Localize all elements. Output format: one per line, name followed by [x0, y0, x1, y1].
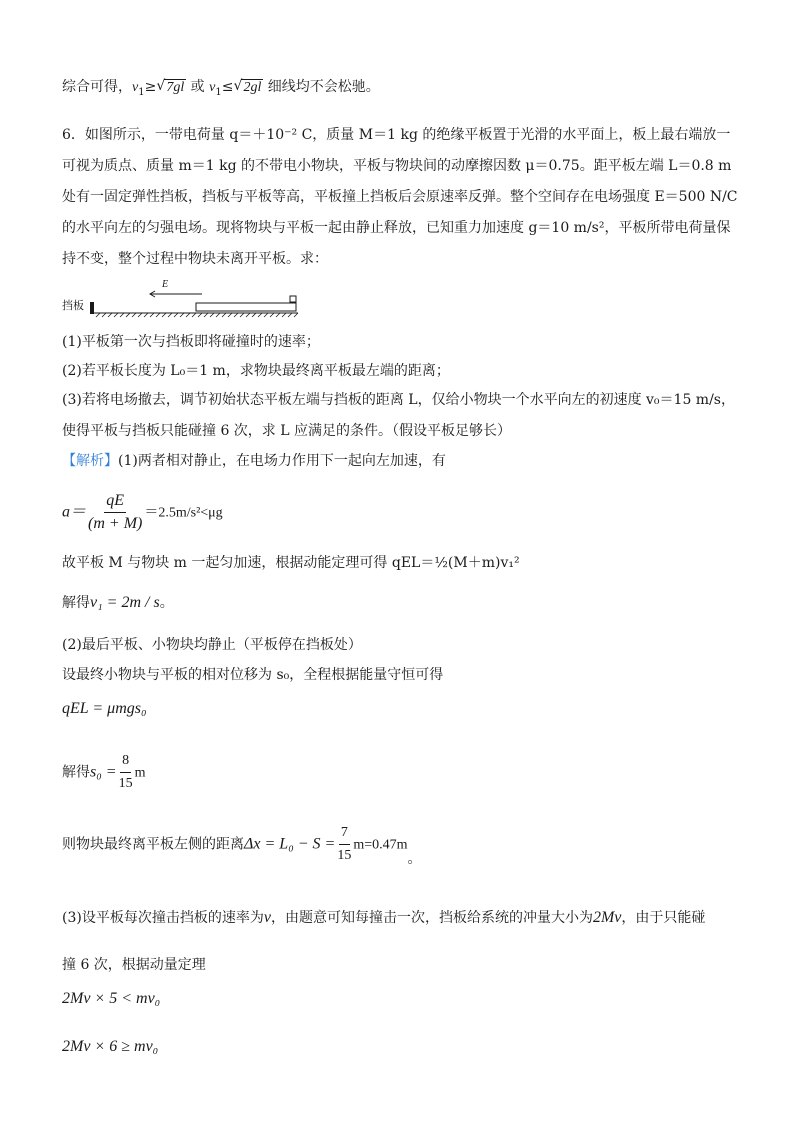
- barrier-label: 挡板: [62, 299, 84, 312]
- sqrt-2gl: √ 2gl: [233, 78, 262, 95]
- conclusion-suffix: 细线均不会松驰。: [263, 79, 380, 95]
- distance-fraction: $\frac{7}{15}$: [335, 822, 353, 867]
- problem-statement: [62, 120, 742, 275]
- sqrt-7gl: √ 7gl: [156, 78, 185, 95]
- problem-number: 6．: [62, 127, 85, 143]
- momentum-inequality-2: 2Mv × 6 ≥ mv₀: [62, 1038, 159, 1055]
- problem-text: 如图所示，一带电荷量 q＝＋10⁻² C，质量 M＝1 kg 的绝缘平板置于光滑的水平面上，板上最右端放一可视为质点、质量 m＝1 kg 的不带电小物块，平板与物块间的动摩擦因数 μ＝0.75。距平板左端 L＝0.8 m 处有一固定弹性挡板，挡板与平板等高，平板撞上挡板后会原速率反弹。整个空间存在电场强度 E＝500 N/C 的水平向左的匀强电场。现将物块与平板一起由静止释放，已知重力加速度 g＝10 m/s²，平板所带电荷量保持不变，整个过程中物块未离开平板。求：: [62, 127, 738, 267]
- analysis-step-2-title: (2)最后平板、小物块均静止（平板停在挡板处）: [62, 637, 362, 653]
- figure-svg: [62, 282, 312, 322]
- analysis-step-2-setup: 设最终小物块与平板的相对位移为 s₀，全程根据能量守恒可得: [62, 667, 444, 683]
- acceleration-formula: a＝ $\frac{qE}{(m + M)}$ ＝2.5m/s²<μg: [62, 490, 742, 535]
- question-3: (3)若将电场撤去，调节初始状态平板左端与挡板的距离 L，仅给小物块一个水平向左的初速度 v₀＝15 m/s，使得平板与挡板只能碰撞 6 次，求 L 应满足的条件。（假设平板足够长）: [62, 392, 735, 439]
- analysis-step-3-cont: 撞 6 次，根据动量定理: [62, 957, 206, 973]
- field-label: E: [162, 279, 169, 290]
- ground-hatching: [96, 313, 298, 317]
- barrier-shape: [90, 302, 94, 314]
- energy-equation: qEL = μmgs₀: [62, 700, 147, 717]
- figure: [62, 279, 312, 322]
- analysis-step-1: (1)两者相对静止，在电场力作用下一起向左加速，有: [118, 453, 446, 469]
- momentum-inequality-1: 2Mv × 5 < mv₀: [62, 990, 161, 1007]
- result-v1-line: 解得v₁ = 2m / s。: [62, 594, 174, 611]
- acceleration-fraction: $\frac{qE}{(m + M)}$: [88, 492, 143, 532]
- kinetic-energy-line: 故平板 M 与物块 m 一起匀加速，根据动能定理可得 qEL＝½(M＋m)v₁²: [62, 555, 520, 571]
- s0-fraction: $\frac{8}{15}$: [117, 750, 135, 795]
- block-shape: [290, 296, 296, 302]
- result-distance-line: 则物块最终离平板左侧的距离Δx = L₀ − S = $\frac{7}{15}$ m=0.47m。: [62, 822, 742, 867]
- question-1: (1)平板第一次与挡板即将碰撞时的速率；: [62, 334, 320, 350]
- analysis-step-3: (3)设平板每次撞击挡板的速率为v，由题意可知每撞击一次，挡板给系统的冲量大小为2Mv，由于只能碰: [62, 909, 706, 926]
- result-v1: v₁ = 2m / s: [90, 594, 160, 611]
- v1-symbol: v: [132, 80, 139, 95]
- analysis-tag: 【解析】: [62, 453, 118, 469]
- conclusion-line: 综合可得，$v_1\ge$ √ 7gl 或 $v_1\le$ √ 2gl 细线均不会松驰。: [62, 72, 742, 103]
- plate-shape: [196, 303, 296, 311]
- analysis-intro: [62, 446, 742, 476]
- result-s0-line: 解得s₀ = $\frac{8}{15}$ m: [62, 750, 742, 795]
- conclusion-prefix: 综合可得，: [62, 79, 132, 95]
- question-2: (2)若平板长度为 L₀＝1 m，求物块最终离平板最左端的距离；: [62, 363, 450, 379]
